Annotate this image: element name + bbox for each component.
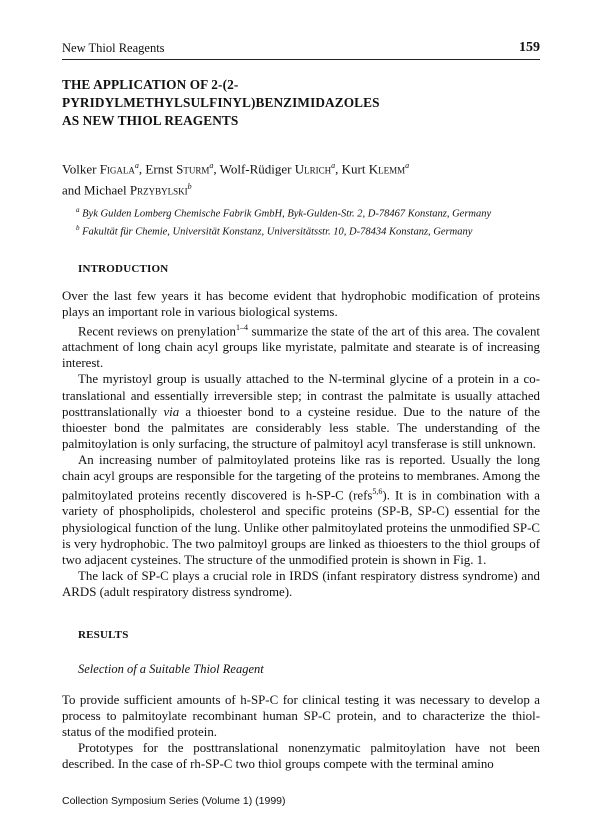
affiliation-a-mark: a — [76, 205, 80, 214]
affiliation-b — [76, 221, 540, 240]
author-list — [62, 157, 540, 200]
intro-p4-text-b: ). It is in combination with a variety of phospholipids, cholesterol and specific proteins (SP-B, SP-C) essential for the physiological function of the lung. Unlike other palmitoylated proteins the unmodified SP-C is very hydrophobic. The two palmitoyl groups are linked as thioesters to the thiol groups of two adjacent cysteines. The structure of the unmodified protein is shown in Fig. 1. — [62, 488, 540, 567]
affiliation-b-mark: b — [76, 224, 80, 233]
intro-paragraph-1: Over the last few years it has become evident that hydrophobic modification of proteins plays an important role in various biological systems. — [62, 288, 540, 319]
author-3-last: Ulrich — [294, 161, 332, 177]
intro-p3-text-b: a thioester bond to a cysteine residue. Due to the nature of the thioester bond the palmitates are considerably less stable. The understanding of the palmitoylation is only surfacing, the structure of palmitoyl acyl transferase is still unknown. — [62, 404, 540, 451]
author-line-1 — [62, 157, 540, 178]
title-line-1: THE APPLICATION OF 2-(2-PYRIDYLMETHYLSULFINYL)BENZIMIDAZOLES — [62, 77, 380, 110]
intro-p2-text-a: Recent reviews on prenylation — [78, 324, 236, 339]
page — [62, 40, 540, 773]
results-heading: RESULTS — [78, 629, 129, 642]
affiliation-a-text: Byk Gulden Lomberg Chemische Fabrik GmbH, Byk-Gulden-Str. 2, D-78467 Konstanz, Germany — [82, 208, 492, 220]
results-body — [62, 692, 540, 772]
author-2-first: Ernst — [145, 161, 177, 177]
author-5-first: Michael — [84, 182, 130, 198]
intro-paragraph-3 — [62, 371, 540, 451]
article-title — [62, 76, 540, 130]
author-1-first: Volker — [62, 161, 100, 177]
author-sep: , — [213, 161, 220, 177]
author-3-first: Wolf-Rüdiger — [219, 161, 295, 177]
introduction-body — [62, 288, 540, 600]
results-subheading: Selection of a Suitable Thiol Reagent — [78, 662, 264, 677]
author-and: and — [62, 182, 85, 198]
author-4-mark: a — [405, 161, 410, 170]
affiliation-b-text: Fakultät für Chemie, Universität Konstanz, Universitätsstr. 10, D-78434 Konstanz, Germany — [82, 226, 473, 238]
author-sep: , — [138, 161, 146, 177]
footer-citation: Collection Symposium Series (Volume 1) (1999) — [62, 795, 286, 807]
author-4-first: Kurt — [341, 161, 369, 177]
intro-p4-text-a: An increasing number of palmitoylated proteins like ras is reported. Usually the long chain acyl groups are responsible for the targeting of the proteins to membranes. Among the palmitoylated proteins recently discovered is h-SP-C (refs — [62, 452, 540, 503]
page-number: 159 — [519, 40, 540, 55]
running-header — [62, 40, 540, 56]
author-1-mark: a — [134, 161, 139, 170]
intro-paragraph-4 — [62, 452, 540, 568]
affiliation-a — [76, 203, 540, 222]
author-5-last: Przybylski — [129, 182, 188, 198]
running-title: New Thiol Reagents — [62, 41, 165, 55]
results-paragraph-1: To provide sufficient amounts of h-SP-C for clinical testing it was necessary to develop a process to palmitoylate recombinant human SP-C protein, and to characterize the thiol-status of the modified protein. — [62, 693, 540, 740]
author-2-mark: a — [209, 161, 214, 170]
introduction-heading: INTRODUCTION — [78, 262, 169, 275]
author-3-mark: a — [331, 161, 336, 170]
author-line-2 — [62, 178, 540, 199]
author-5-mark: b — [187, 182, 192, 192]
citation-ref: 1–4 — [235, 322, 248, 332]
intro-paragraph-5: The lack of SP-C plays a crucial role in IRDS (infant respiratory distress syndrome) and ARDS (adult respiratory distress syndrome). — [62, 568, 540, 599]
author-4-last: Klemm — [368, 161, 406, 177]
author-2-last: Sturm — [176, 161, 210, 177]
results-paragraph-2: Prototypes for the posttranslational nonenzymatic palmitoylation have not been described. In the case of rh-SP-C two thiol groups compete with the terminal amino — [62, 741, 540, 772]
author-1-last: Figala — [99, 161, 135, 177]
intro-p3-text-a: The myristoyl group is usually attached to the N-terminal glycine of a protein in a co-translational and essentially irreversible step; in contrast the palmitate is usually attached posttranslationally — [62, 372, 540, 419]
header-rule — [62, 59, 540, 60]
author-sep: , — [335, 161, 342, 177]
intro-paragraph-2 — [62, 320, 540, 372]
citation-ref: 5,6 — [372, 487, 383, 497]
title-line-2: AS NEW THIOL REAGENTS — [62, 113, 239, 128]
intro-p3-via: via — [163, 404, 180, 419]
intro-p2-text-b: summarize the state of the art of this area. The covalent attachment of long chain acyl groups like myristate, palmitate and stearate is of increasing interest. — [62, 324, 540, 371]
affiliations — [62, 203, 540, 240]
